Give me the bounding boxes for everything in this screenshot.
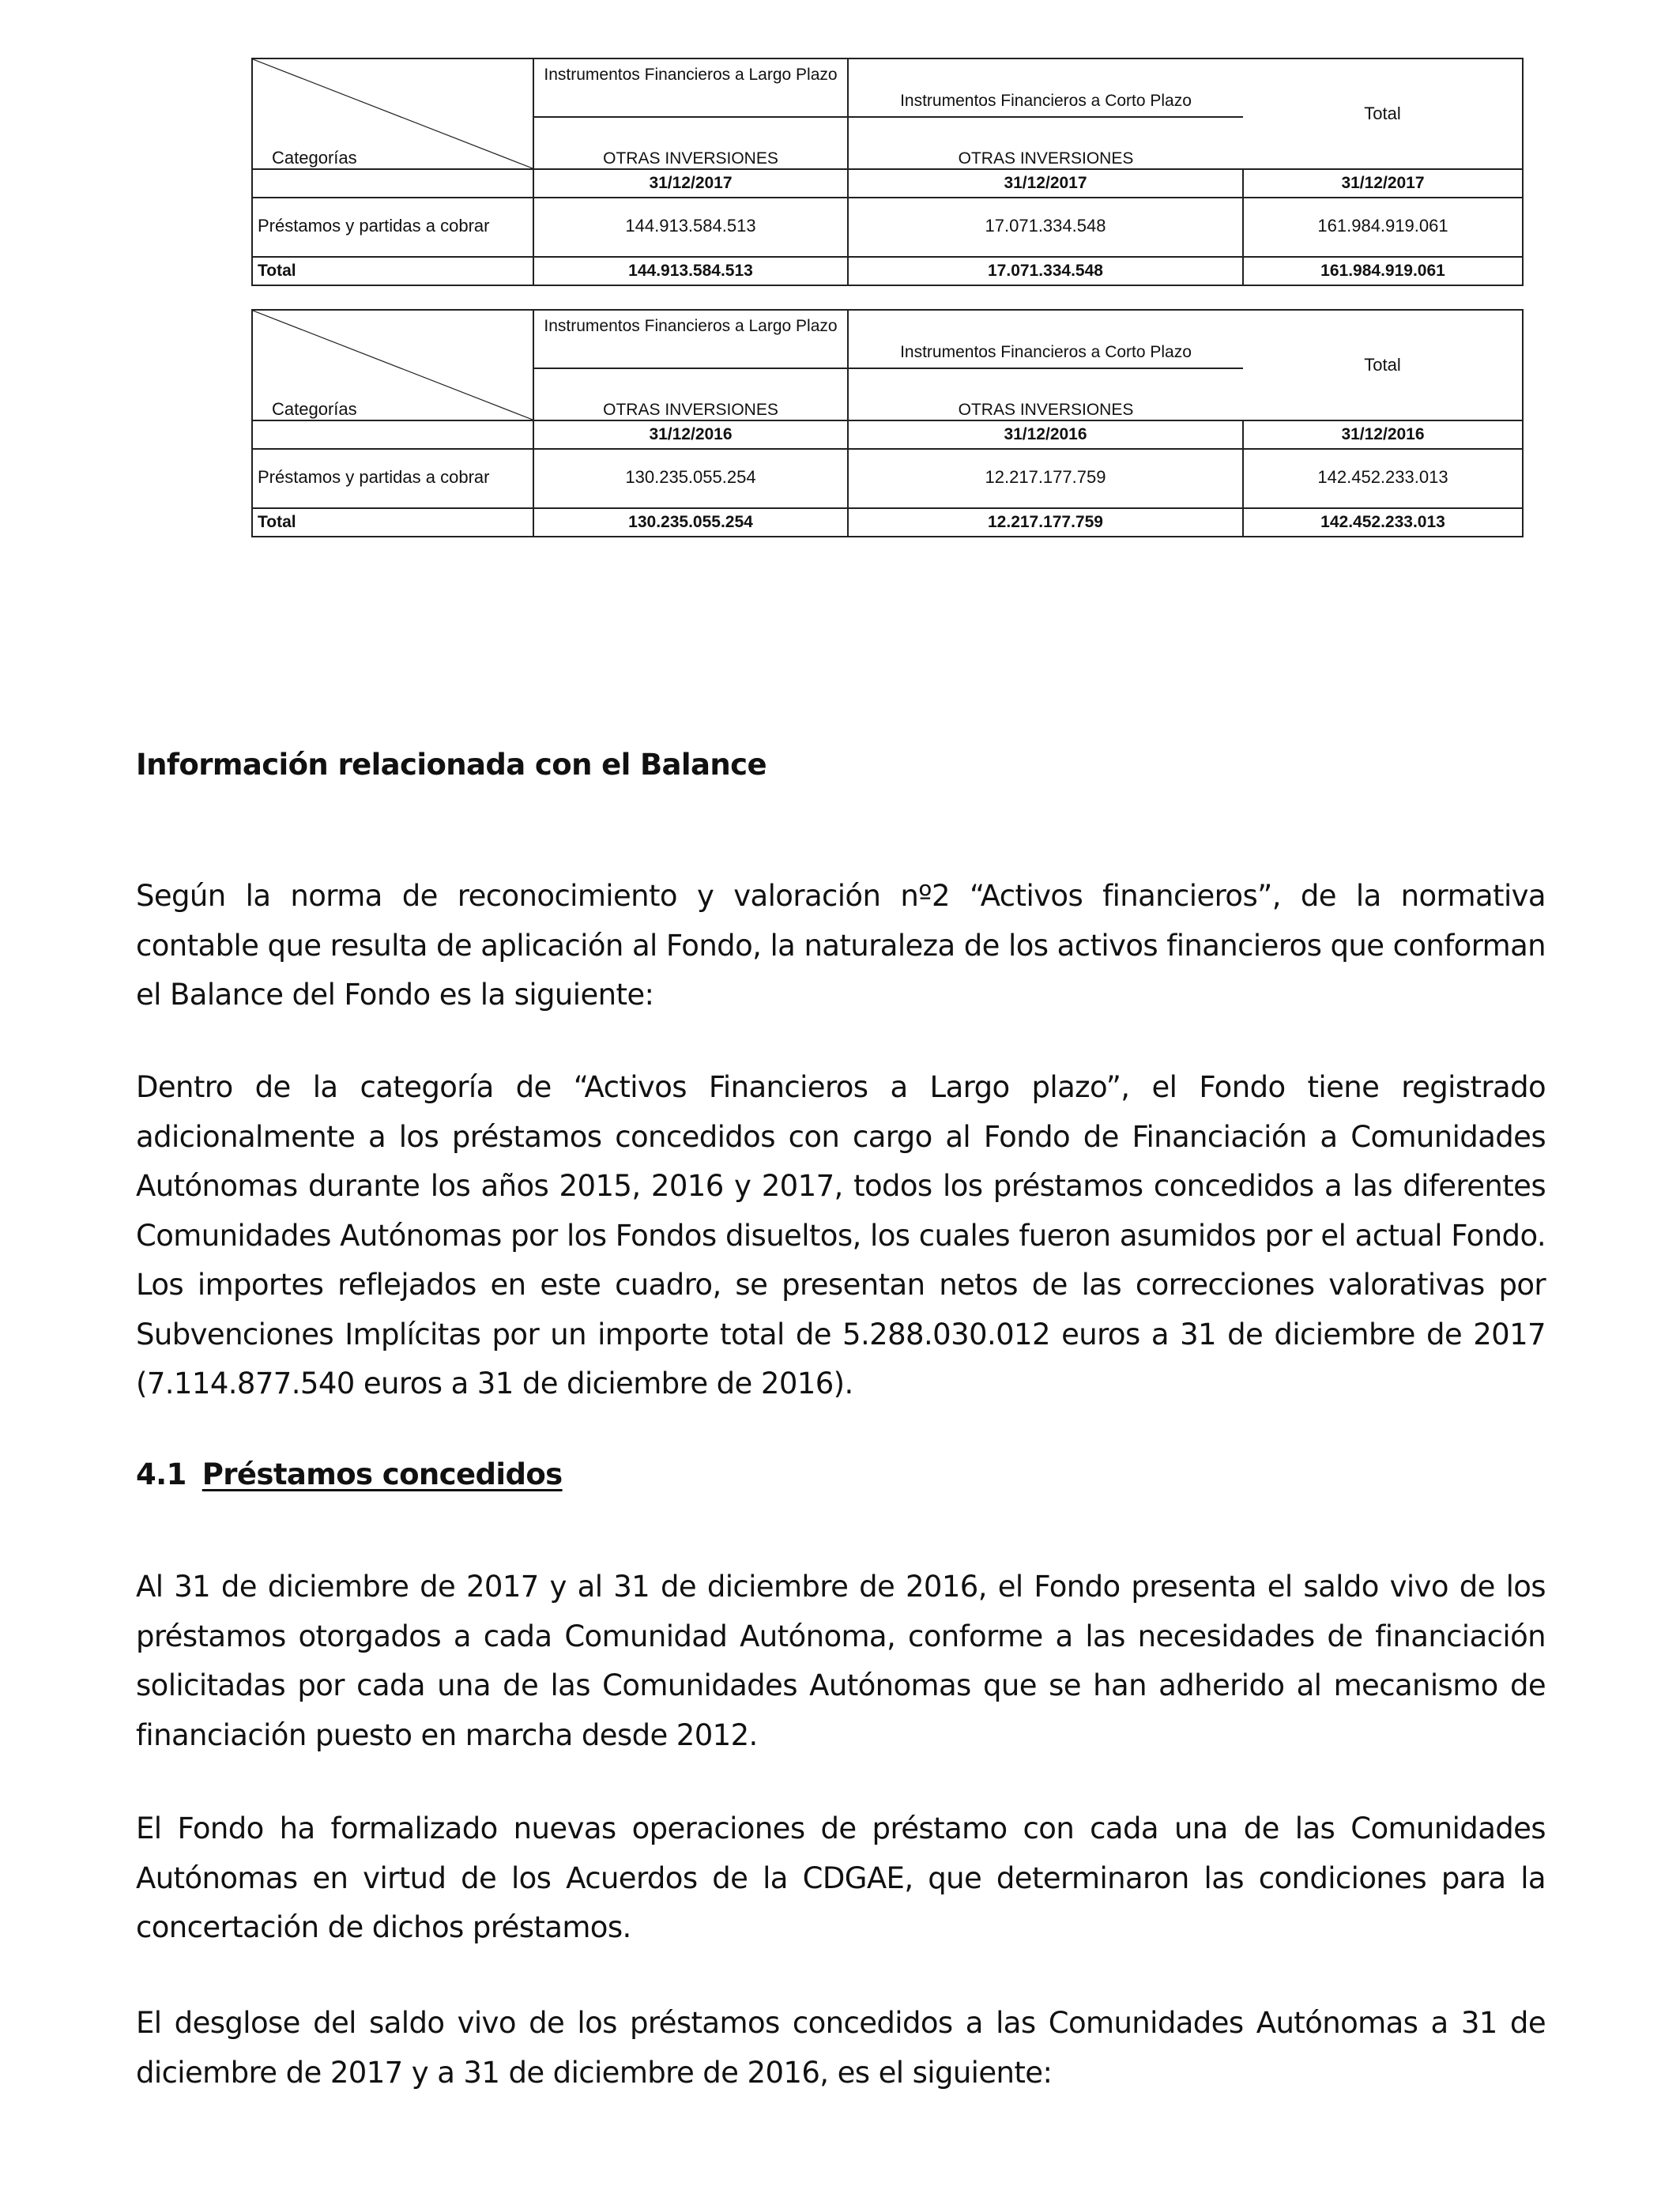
date-cell: 31/12/2016 bbox=[533, 420, 848, 449]
paragraph-3: Al 31 de diciembre de 2017 y al 31 de diciembre de 2016, el Fondo presenta el saldo vivo de los préstamos otorgados a cada Comunidad Autónoma, conforme a las necesidades de financiación solicitadas por cada una de las Comunidades Autónomas que se han adherido al mecanismo de financiación puesto en marcha desde 2012. bbox=[136, 1570, 1546, 1752]
long-term-header: Instrumentos Financieros a Largo Plazo bbox=[533, 58, 848, 117]
short-term-header: Instrumentos Financieros a Corto Plazo bbox=[848, 58, 1243, 117]
financial-instruments-table-2016 bbox=[251, 309, 1524, 537]
date-cell: 31/12/2017 bbox=[848, 169, 1243, 198]
date-cell: 31/12/2017 bbox=[533, 169, 848, 198]
total-label: Total bbox=[252, 508, 533, 537]
total-value: 17.071.334.548 bbox=[848, 257, 1243, 285]
paragraph-2: Dentro de la categoría de “Activos Financieros a Largo plazo”, el Fondo tiene registrado adicionalmente a los préstamos concedidos con cargo al Fondo de Financiación a Comunidades Autónomas durante los años 2015, 2016 y 2017, todos los préstamos concedidos a las diferentes Comunidades Autónomas por los Fondos disueltos, los cuales fueron asumidos por el actual Fondo. Los importes reflejados en este cuadro, se presentan netos de las correcciones valorativas por Subvenciones Implícitas por un importe total de 5.288.030.012 euros a 31 de diciembre de 2017 (7.114.877.540 euros a 31 de diciembre de 2016). bbox=[136, 1070, 1546, 1400]
long-term-header: Instrumentos Financieros a Largo Plazo bbox=[533, 310, 848, 368]
short-term-subheader: OTRAS INVERSIONES bbox=[958, 149, 1134, 168]
long-term-subheader: OTRAS INVERSIONES bbox=[533, 117, 848, 169]
total-row bbox=[252, 508, 1523, 537]
table-row bbox=[252, 449, 1523, 504]
category-header-cell bbox=[252, 310, 533, 420]
category-label: Categorías bbox=[272, 148, 357, 168]
row-label: Préstamos y partidas a cobrar bbox=[252, 198, 533, 253]
paragraph-1: Según la norma de reconocimiento y valoración nº2 “Activos financieros”, de la normativa contable que resulta de aplicación al Fondo, la naturaleza de los activos financieros que conforman el Balance del Fondo es la siguiente: bbox=[136, 879, 1546, 1012]
value-cell: 17.071.334.548 bbox=[848, 198, 1243, 253]
value-cell: 144.913.584.513 bbox=[533, 198, 848, 253]
paragraph-4: El Fondo ha formalizado nuevas operaciones de préstamo con cada una de las Comunidades Autónomas en virtud de los Acuerdos de la CDGAE, que determinaron las condiciones para la concertación de dichos préstamos. bbox=[136, 1811, 1546, 1944]
subsection-title: Préstamos concedidos bbox=[202, 1457, 563, 1491]
short-term-header: Instrumentos Financieros a Corto Plazo bbox=[848, 310, 1243, 368]
short-term-subheader: OTRAS INVERSIONES bbox=[958, 401, 1134, 419]
subsection-number: 4.1 bbox=[136, 1457, 186, 1491]
date-cell: 31/12/2016 bbox=[848, 420, 1243, 449]
table-row bbox=[252, 198, 1523, 253]
total-label: Total bbox=[252, 257, 533, 285]
total-value: 12.217.177.759 bbox=[848, 508, 1243, 537]
total-value: 142.452.233.013 bbox=[1243, 508, 1523, 537]
date-cell: 31/12/2016 bbox=[1243, 420, 1523, 449]
total-row bbox=[252, 257, 1523, 285]
total-header: Total bbox=[1243, 58, 1523, 169]
paragraph-5: El desglose del saldo vivo de los préstamos concedidos a las Comunidades Autónomas a 31 de diciembre de 2017 y a 31 de diciembre de 2016, es el siguiente: bbox=[136, 2006, 1546, 2090]
section-title: Información relacionada con el Balance bbox=[136, 748, 767, 782]
long-term-subheader: OTRAS INVERSIONES bbox=[533, 368, 848, 420]
total-header: Total bbox=[1243, 310, 1523, 420]
date-empty-cell bbox=[252, 169, 533, 198]
value-cell: 130.235.055.254 bbox=[533, 449, 848, 504]
date-row bbox=[252, 420, 1523, 449]
date-cell: 31/12/2017 bbox=[1243, 169, 1523, 198]
row-label: Préstamos y partidas a cobrar bbox=[252, 449, 533, 504]
category-header-cell bbox=[252, 58, 533, 169]
subsection-heading bbox=[136, 1457, 563, 1491]
date-row bbox=[252, 169, 1523, 198]
total-value: 144.913.584.513 bbox=[533, 257, 848, 285]
total-value: 161.984.919.061 bbox=[1243, 257, 1523, 285]
value-cell: 142.452.233.013 bbox=[1243, 449, 1523, 504]
date-empty-cell bbox=[252, 420, 533, 449]
value-cell: 12.217.177.759 bbox=[848, 449, 1243, 504]
financial-instruments-table-2017 bbox=[251, 58, 1524, 286]
total-value: 130.235.055.254 bbox=[533, 508, 848, 537]
value-cell: 161.984.919.061 bbox=[1243, 198, 1523, 253]
category-label: Categorías bbox=[272, 399, 357, 419]
